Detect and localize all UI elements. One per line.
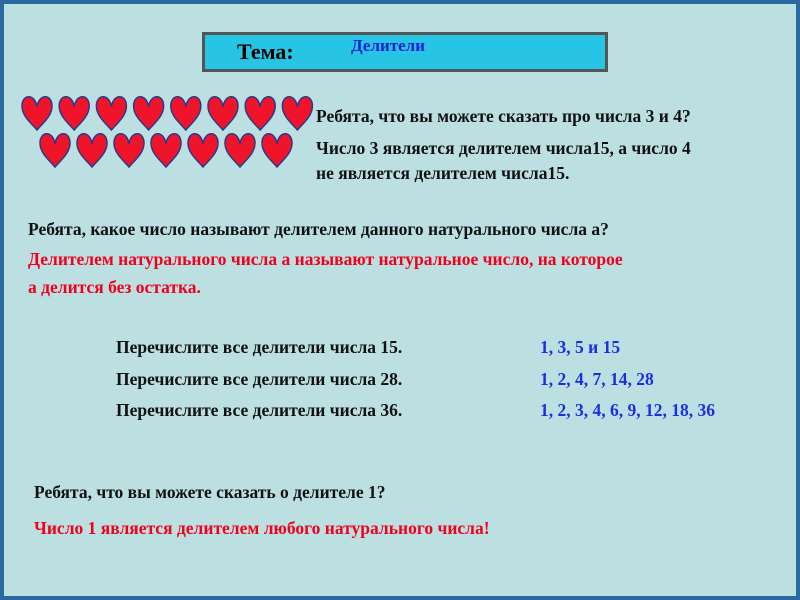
task-prompt-36: Перечислите все делители числа 36. [116, 400, 403, 420]
heart-icon [114, 134, 144, 167]
heart-icon [77, 134, 107, 167]
heart-icon [22, 97, 52, 130]
task-answer-15: 1, 3, 5 и 15 [540, 337, 621, 357]
heart-icon [96, 97, 126, 130]
intro-answer-line2: не является делителем числа15. [316, 163, 570, 183]
definition-answer-line1: Делителем натурального числа а называют натуральное число, на которое [28, 249, 623, 269]
conclusion-answer: Число 1 является делителем любого натурального числа! [34, 518, 490, 538]
heart-icon [245, 97, 275, 130]
heart-icon [208, 97, 238, 130]
task-answer-28: 1, 2, 4, 7, 14, 28 [540, 369, 654, 389]
heart-icon [282, 97, 312, 130]
heart-icon [225, 134, 255, 167]
task-answer-36: 1, 2, 3, 4, 6, 9, 12, 18, 36 [540, 400, 715, 420]
intro-question: Ребята, что вы можете сказать про числа 3 и 4? [316, 106, 691, 126]
task-prompt-28: Перечислите все делители числа 28. [116, 369, 403, 389]
heart-icon [188, 134, 218, 167]
heart-icon [59, 97, 89, 130]
title-topic: Делители [351, 36, 426, 55]
heart-icon [40, 134, 70, 167]
definition-question: Ребята, какое число называют делителем данного натурального числа а? [28, 219, 609, 239]
title-label: Тема: [237, 39, 294, 64]
heart-icon [171, 97, 201, 130]
conclusion-question: Ребята, что вы можете сказать о делителе 1? [34, 482, 386, 502]
hearts-decoration [4, 4, 314, 174]
heart-icon [134, 97, 164, 130]
definition-answer-line2: а делится без остатка. [28, 277, 201, 297]
task-prompt-15: Перечислите все делители числа 15. [116, 337, 403, 357]
heart-icon [151, 134, 181, 167]
heart-icon [262, 134, 292, 167]
intro-answer-line1: Число 3 является делителем числа15, а число 4 [316, 138, 691, 158]
